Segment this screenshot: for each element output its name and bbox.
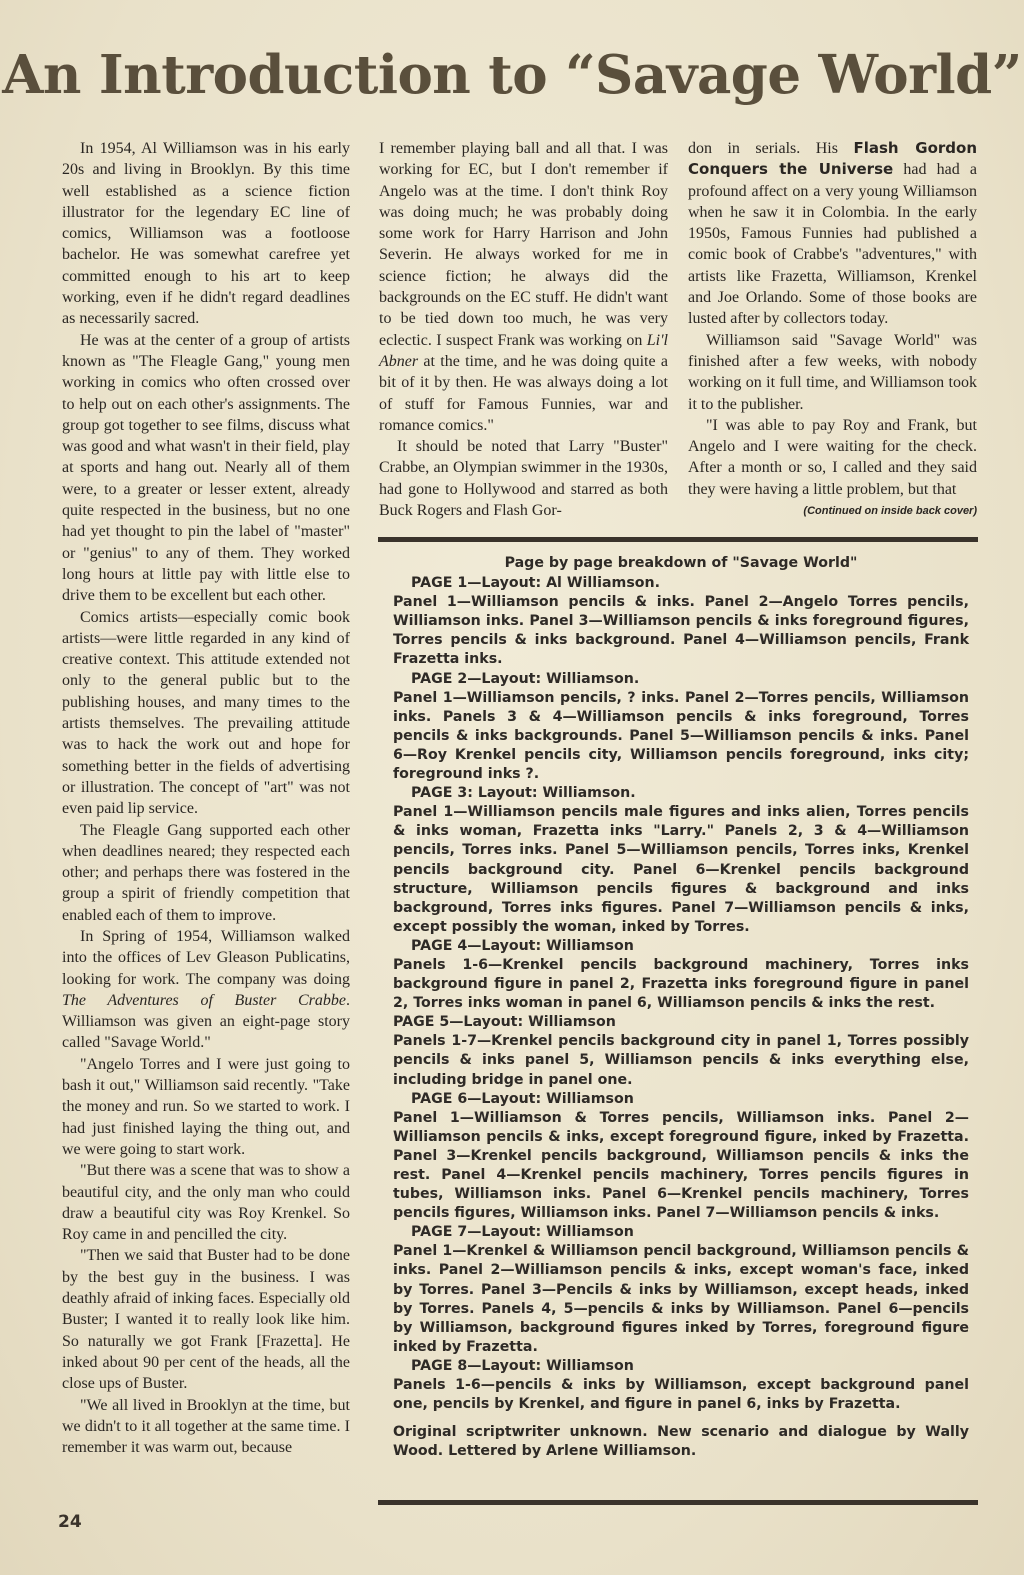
paragraph: Williamson said "Savage World" was finished after a few weeks, with nobody working on it full time, and Williamson took it to the publisher. bbox=[688, 331, 977, 413]
text-column-1 bbox=[62, 138, 350, 1458]
paragraph: don in serials. His Flash Gordon Conquers the Universe had had a profound affect on a very young Williamson when he saw it in Colombia. In the early 1950s, Famous Funnies had published a comic book of Crabbe's "adventures," with artists like Frazetta, Williamson, Krenkel and Joe Orlando. Some of those books are lusted after by collectors today. bbox=[688, 139, 978, 328]
page-layout-5: PAGE 5—Layout: Williamson bbox=[393, 1014, 616, 1031]
paragraph: It should be noted that Larry "Buster" Crabbe, an Olympian swimmer in the 1930s, had gone to Hollywood and starred as both Buck Rogers and Flash Gor- bbox=[379, 438, 668, 520]
paragraph: "I was able to pay Roy and Frank, but Angelo and I were waiting for the check. After a month or so, I called and they said they were having a little problem, but that bbox=[688, 416, 977, 498]
paragraph: Comics artists—especially comic book artists—were little regarded in any kind of creative context. This attitude extended not only to the general public but to the publishing houses, and many times to the artists themselves. The prevailing attitude was to hack the work out and hope for something better in the fields of advertising or illustration. The concept of "art" was not even paid lip service. bbox=[62, 608, 350, 818]
page-panels-5: Panels 1-7—Krenkel pencils background city in panel 1, Torres possibly pencils & inks panel 5, Williamson pencils & inks everything else, including bridge in panel one. bbox=[393, 1033, 969, 1088]
page-layout-7: PAGE 7—Layout: Williamson bbox=[411, 1224, 634, 1241]
text-column-2 bbox=[379, 138, 668, 521]
paragraph: I remember playing ball and all that. I was working for EC, but I don't remember if Angelo was at the time. I don't think Roy was doing much; he was probably doing some work for Harry Harrison and John Severin. He always worked for me in science fiction; he always did the backgrounds on the EC stuff. He didn't want to be tied down too much, he was very eclectic. I suspect Frank was working on Li'l Abner at the time, and he was doing quite a bit of it by then. He was always doing a lot of stuff for Famous Funnies, war and romance comics." bbox=[379, 140, 668, 434]
page-layout-2: PAGE 2—Layout: Williamson. bbox=[411, 670, 640, 687]
breakdown-heading: Page by page breakdown of "Savage World" bbox=[504, 555, 858, 571]
paragraph: "Then we said that Buster had to be done by the best guy in the business. I was deathly afraid of inking faces. Especially old Buster; I wanted it to really look like him. So naturally we got Frank [Frazetta]. He inked about 90 per cent of the heads, all the close ups of Buster. bbox=[62, 1247, 350, 1393]
article-title: An Introduction to “Savage World” bbox=[2, 44, 1022, 106]
paragraph: The Fleagle Gang supported each other when deadlines neared; they respected each other; and perhaps there was fostered in the group a spirit of friendly competition that enabled each of them to improve. bbox=[62, 821, 350, 924]
comic-title: Li'l Abner bbox=[379, 331, 668, 370]
divider-bottom bbox=[378, 1500, 978, 1505]
text-column-3 bbox=[688, 138, 977, 522]
breakdown-box bbox=[393, 554, 969, 1461]
page-panels-3: Panel 1—Williamson pencils male figures and inks alien, Torres pencils & inks woman, Frazetta inks "Larry." Panels 2, 3 & 4—Williamson pencils, Torres inks. Panel 5—Williamson pencils, Torres inks, Krenkel pencils background city. Panel 6—Krenkel pencils background structure, Williamson pencils figures & background and inks background, Torres inks figures. Panel 7—Williamson pencils & inks, except possibly the woman, inked by Torres. bbox=[393, 804, 969, 935]
credits-note: Original scriptwriter unknown. New scenario and dialogue by Wally Wood. Lettered by Arlene Williamson. bbox=[393, 1424, 969, 1460]
continued-note: (Continued on inside back cover) bbox=[803, 505, 977, 518]
book-title: The Adventures of Buster Crabbe bbox=[62, 991, 346, 1009]
film-title: Flash Gordon Conquers the Universe bbox=[688, 139, 978, 179]
page-panels-2: Panel 1—Williamson pencils, ? inks. Panel 2—Torres pencils, Williamson inks. Panels 3 & 4—Williamson pencils & inks foreground, Torres pencils & inks backgrounds. Panel 5—Williamson pencils & inks. Panel 6—Roy Krenkel pencils city, Williamson pencils foreground, inks city; foreground inks ?. bbox=[393, 689, 969, 783]
paragraph: "But there was a scene that was to show a beautiful city, and the only man who could draw a beautiful city was Roy Krenkel. So Roy came in and pencilled the city. bbox=[62, 1162, 350, 1244]
page-layout-8: PAGE 8—Layout: Williamson bbox=[411, 1357, 634, 1374]
page-panels-1: Panel 1—Williamson pencils & inks. Panel 2—Angelo Torres pencils, Williamson inks. Panel 3—Williamson pencils & inks foreground figures, Torres pencils & inks background. Panel 4—Williamson pencils, Frank Frazetta inks. bbox=[393, 594, 969, 668]
paragraph: "We all lived in Brooklyn at the time, but we didn't to it all together at the same time. I remember it was warm out, because bbox=[62, 1396, 350, 1457]
page-panels-7: Panel 1—Krenkel & Williamson pencil background, Williamson pencils & inks. Panel 2—Williamson pencils & inks, except woman's face, inked by Torres. Panel 3—Pencils & inks by Williamson, except heads, inked by Torres. Panels 4, 5—pencils & inks by Williamson. Panel 6—pencils by Williamson, background figures inked by Torres, foreground figure inked by Frazetta. bbox=[393, 1243, 969, 1355]
page-layout-4: PAGE 4—Layout: Williamson bbox=[411, 937, 634, 954]
page-layout-3: PAGE 3: Layout: Williamson. bbox=[411, 785, 636, 802]
page-number: 24 bbox=[58, 1512, 82, 1532]
page-panels-4: Panels 1-6—Krenkel pencils background machinery, Torres inks background figure in panel 2, Frazetta inks foreground figure in panel 2, Torres inks woman in panel 6, Williamson pencils & inks the rest. bbox=[393, 956, 969, 1012]
paragraph: In 1954, Al Williamson was in his early 20s and living in Brooklyn. By this time well established as a science fiction illustrator for the legendary EC line of comics, Williamson was a footloose bachelor. He was somewhat carefree yet committed enough to his art to keep working, even if he didn't regard deadlines as necessarily sacred. bbox=[62, 140, 350, 328]
paragraph: "Angelo Torres and I were just going to bash it out," Williamson said recently. "Take the money and run. So we started to work. I had just finished laying the thing out, and we were going to start work. bbox=[62, 1055, 350, 1158]
paragraph: He was at the center of a group of artists known as "The Fleagle Gang," young men working in comics who often crossed over to help out on each other's assignments. The group got together to see films, discuss what was good and what wasn't in their field, play at sports and hang out. Nearly all of them were, to a greater or lesser extent, already quite respected in the business, but no one had yet thought to pin the label of "master" or "genius" to any of them. They worked long hours at little pay with little else to drive them to be excellent but each other. bbox=[62, 331, 350, 605]
page-panels-8: Panels 1-6—pencils & inks by Williamson, except background panel one, pencils by Krenkel, and figure in panel 6, inks by Frazetta. bbox=[393, 1377, 969, 1413]
page-panels-6: Panel 1—Williamson & Torres pencils, Williamson inks. Panel 2—Williamson pencils & inks, except foreground figure, inked by Frazetta. Panel 3—Krenkel pencils background, Williamson pencils & inks the rest. Panel 4—Krenkel pencils machinery, Torres pencils figures in tubes, Williamson inks. Panel 6—Krenkel pencils machinery, Torres pencils figures, Williamson inks. Panel 7—Williamson pencils & inks. bbox=[393, 1109, 969, 1222]
page-layout-1: PAGE 1—Layout: Al Williamson. bbox=[411, 575, 661, 592]
page-layout-6: PAGE 6—Layout: Williamson bbox=[411, 1090, 634, 1107]
divider-top bbox=[378, 537, 978, 542]
paragraph: In Spring of 1954, Williamson walked into the offices of Lev Gleason Publicatins, looking for work. The company was doing The Adventures of Buster Crabbe. Williamson was given an eight-page story called "Savage World." bbox=[62, 927, 350, 1052]
